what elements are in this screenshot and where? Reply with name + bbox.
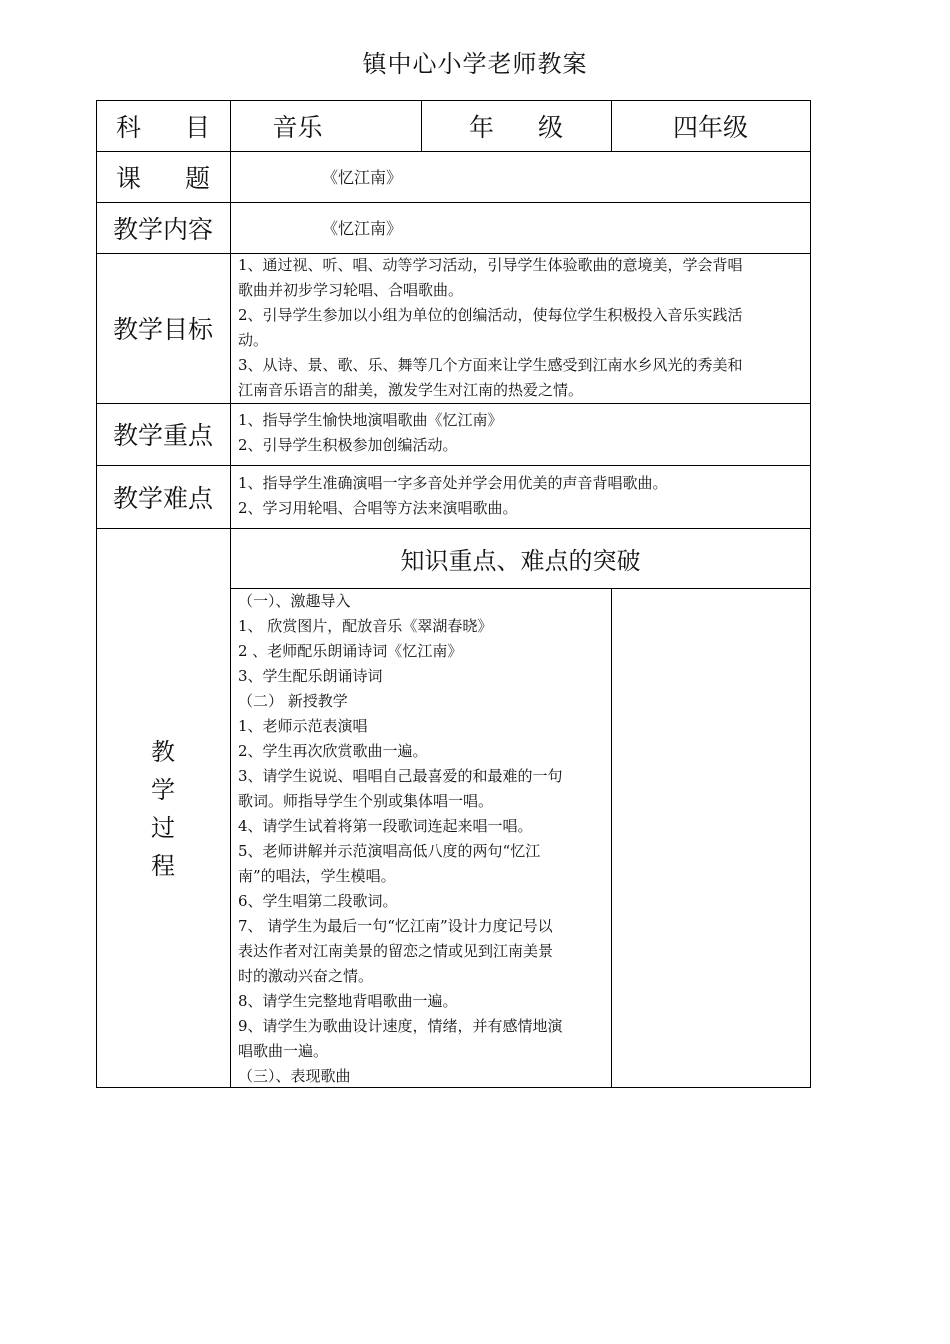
process-line: 3、学生配乐朗诵诗词 [238, 667, 383, 685]
process-line: 9、请学生为歌曲设计速度，情绪，并有感情地演 [238, 1017, 563, 1035]
difficulty-line: 1、指导学生准确演唱一字多音处并学会用优美的声音背唱歌曲。 [238, 474, 668, 492]
difficulty-line: 2、学习用轮唱、合唱等方法来演唱歌曲。 [238, 499, 518, 517]
process-line: 2、学生再次欣赏歌曲一遍。 [238, 742, 428, 760]
process-line: 南”的唱法，学生模唱。 [238, 867, 396, 885]
content-value: 《忆江南》 [322, 219, 403, 238]
process-line: 7、 请学生为最后一句“忆江南”设计力度记号以 [238, 917, 553, 935]
process-line: 1、老师示范表演唱 [238, 717, 368, 735]
process-line: 6、学生唱第二段歌词。 [238, 892, 398, 910]
key-point-line: 2、引导学生积极参加创编活动。 [238, 436, 458, 454]
topic-label: 课 题 [116, 163, 228, 193]
process-line: 唱歌曲一遍。 [238, 1042, 329, 1060]
column-divider [230, 100, 231, 1088]
objective-line: 3、从诗、景、歌、乐、舞等几个方面来让学生感受到江南水乡风光的秀美和 [238, 356, 743, 374]
process-line: 3、请学生说说、唱唱自己最喜爱的和最难的一句 [238, 767, 563, 785]
objective-line: 动。 [238, 331, 269, 349]
process-label-char: 程 [151, 852, 175, 880]
objectives-text [238, 253, 743, 403]
topic-value: 《忆江南》 [322, 168, 403, 187]
process-line: 1、 欣赏图片，配放音乐《翠湖春晓》 [238, 617, 493, 635]
page-title: 镇中心小学老师教案 [362, 50, 588, 78]
process-line: 歌词。师指导学生个别或集体唱一唱。 [238, 792, 494, 810]
process-line: （二） 新授教学 [238, 692, 348, 710]
process-label-char: 过 [151, 814, 175, 842]
grade-value: 四年级 [672, 112, 748, 142]
subject-label: 科 目 [116, 112, 228, 142]
process-line: 5、老师讲解并示范演唱高低八度的两句“忆江 [238, 842, 541, 860]
subject-value: 音乐 [272, 112, 323, 142]
objective-line: 歌曲并初步学习轮唱、合唱歌曲。 [238, 281, 464, 299]
column-divider [611, 588, 612, 1088]
process-line: （三）、表现歌曲 [238, 1067, 351, 1085]
process-line: （一）、激趣导入 [238, 592, 351, 610]
process-label-char: 教 [151, 738, 175, 766]
process-line: 时的激动兴奋之情。 [238, 967, 374, 985]
table-border-right [810, 100, 811, 1088]
process-steps [238, 589, 563, 1089]
key-point-line: 1、指导学生愉快地演唱歌曲《忆江南》 [238, 411, 503, 429]
process-label [96, 733, 230, 885]
key-points-label: 教学重点 [112, 421, 213, 450]
process-line: 4、请学生试着将第一段歌词连起来唱一唱。 [238, 817, 533, 835]
process-line: 表达作者对江南美景的留恋之情或见到江南美景 [238, 942, 554, 960]
process-line: 2 、老师配乐朗诵诗词《忆江南》 [238, 642, 463, 660]
process-heading: 知识重点、难点的突破 [400, 546, 641, 575]
difficulties-label: 教学难点 [112, 483, 213, 513]
objective-line: 江南音乐语言的甜美，激发学生对江南的热爱之情。 [238, 381, 584, 399]
content-label: 教学内容 [112, 214, 213, 244]
objectives-label: 教学目标 [112, 315, 213, 344]
grade-label: 年 级 [469, 112, 581, 142]
objective-line: 1、通过视、听、唱、动等学习活动，引导学生体验歌曲的意境美，学会背唱 [238, 256, 743, 274]
key-points-text [238, 408, 503, 458]
difficulties-text [238, 471, 668, 521]
objective-line: 2、引导学生参加以小组为单位的创编活动，使每位学生积极投入音乐实践活 [238, 306, 743, 324]
process-label-char: 学 [151, 776, 175, 804]
process-line: 8、请学生完整地背唱歌曲一遍。 [238, 992, 458, 1010]
